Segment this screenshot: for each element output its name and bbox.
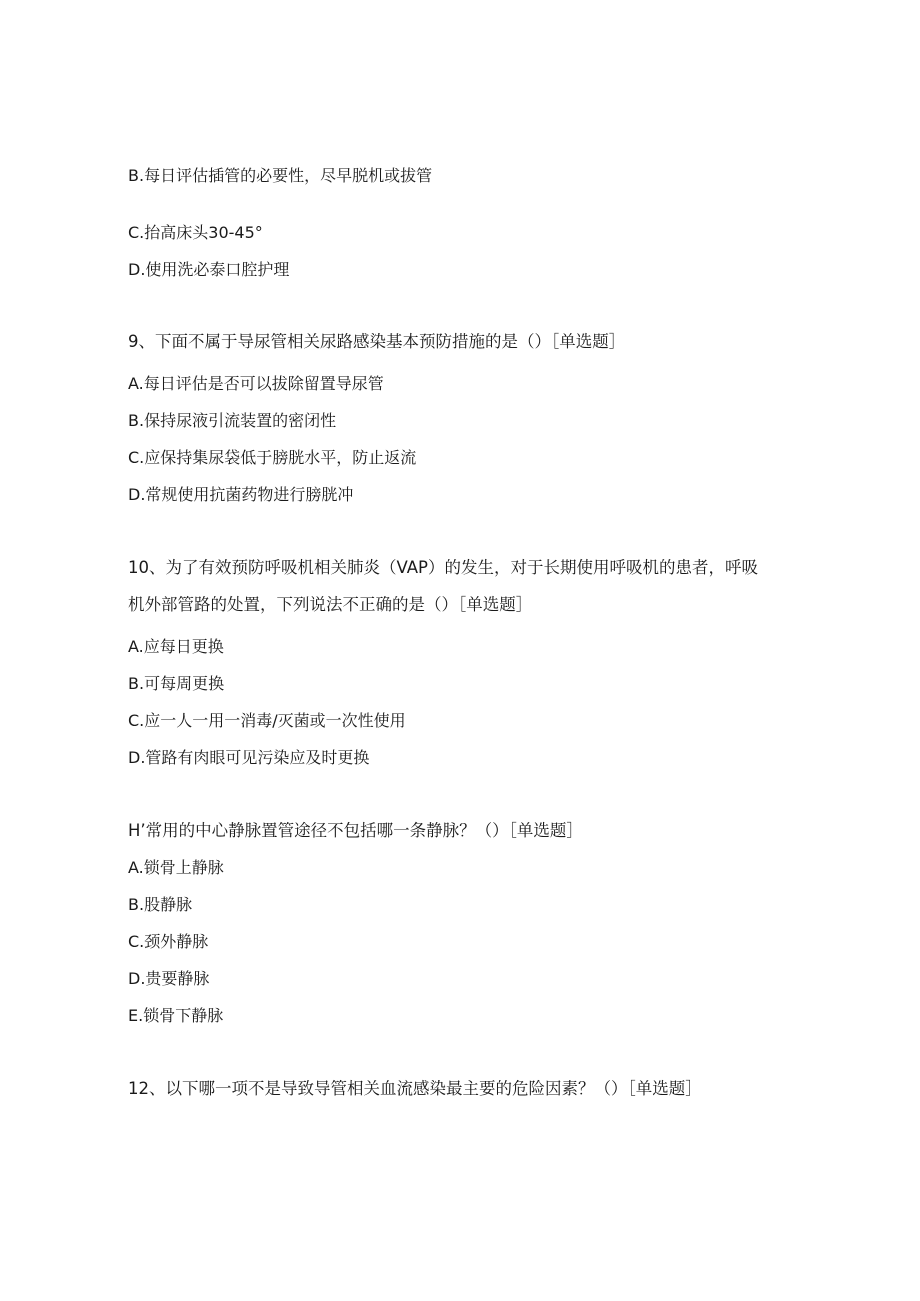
q10-option-b: B.可每周更换 xyxy=(128,674,225,693)
q9-option-a: A.每日评估是否可以拔除留置导尿管 xyxy=(128,374,384,393)
q10-option-a: A.应每日更换 xyxy=(128,637,224,656)
option-b: B.每日评估插管的必要性，尽早脱机或拔管 xyxy=(128,166,433,185)
q9-option-c: C.应保持集尿袋低于膀胱水平，防止返流 xyxy=(128,448,417,467)
q11-option-a: A.锁骨上静脉 xyxy=(128,858,224,877)
option-c: C.抬高床头30-45° xyxy=(128,223,263,242)
question-10-stem-line1: 10、为了有效预防呼吸机相关肺炎（VAP）的发生，对于长期使用呼吸机的患者，呼吸 xyxy=(128,558,758,577)
q11-option-e: E.锁骨下静脉 xyxy=(128,1006,224,1025)
question-12-stem: 12、以下哪一项不是导致导管相关血流感染最主要的危险因素？（）［单选题］ xyxy=(128,1079,702,1098)
q10-option-c: C.应一人一用一消毒/灭菌或一次性使用 xyxy=(128,711,406,730)
q10-option-d: D.管路有肉眼可见污染应及时更换 xyxy=(128,748,370,767)
option-d: D.使用洗必泰口腔护理 xyxy=(128,260,290,279)
q11-option-d: D.贵要静脉 xyxy=(128,969,210,988)
q11-option-b: B.股静脉 xyxy=(128,895,193,914)
q11-option-c: C.颈外静脉 xyxy=(128,932,209,951)
q9-option-d: D.常规使用抗菌药物进行膀胱冲 xyxy=(128,485,354,504)
question-10-stem-line2: 机外部管路的处置，下列说法不正确的是（）［单选题］ xyxy=(128,595,533,614)
question-9-stem: 9、下面不属于导尿管相关尿路感染基本预防措施的是（）［单选题］ xyxy=(128,332,626,351)
q9-option-b: B.保持尿液引流装置的密闭性 xyxy=(128,411,337,430)
question-11-stem: H’常用的中心静脉置管途径不包括哪一条静脉？（）［单选题］ xyxy=(128,821,583,840)
